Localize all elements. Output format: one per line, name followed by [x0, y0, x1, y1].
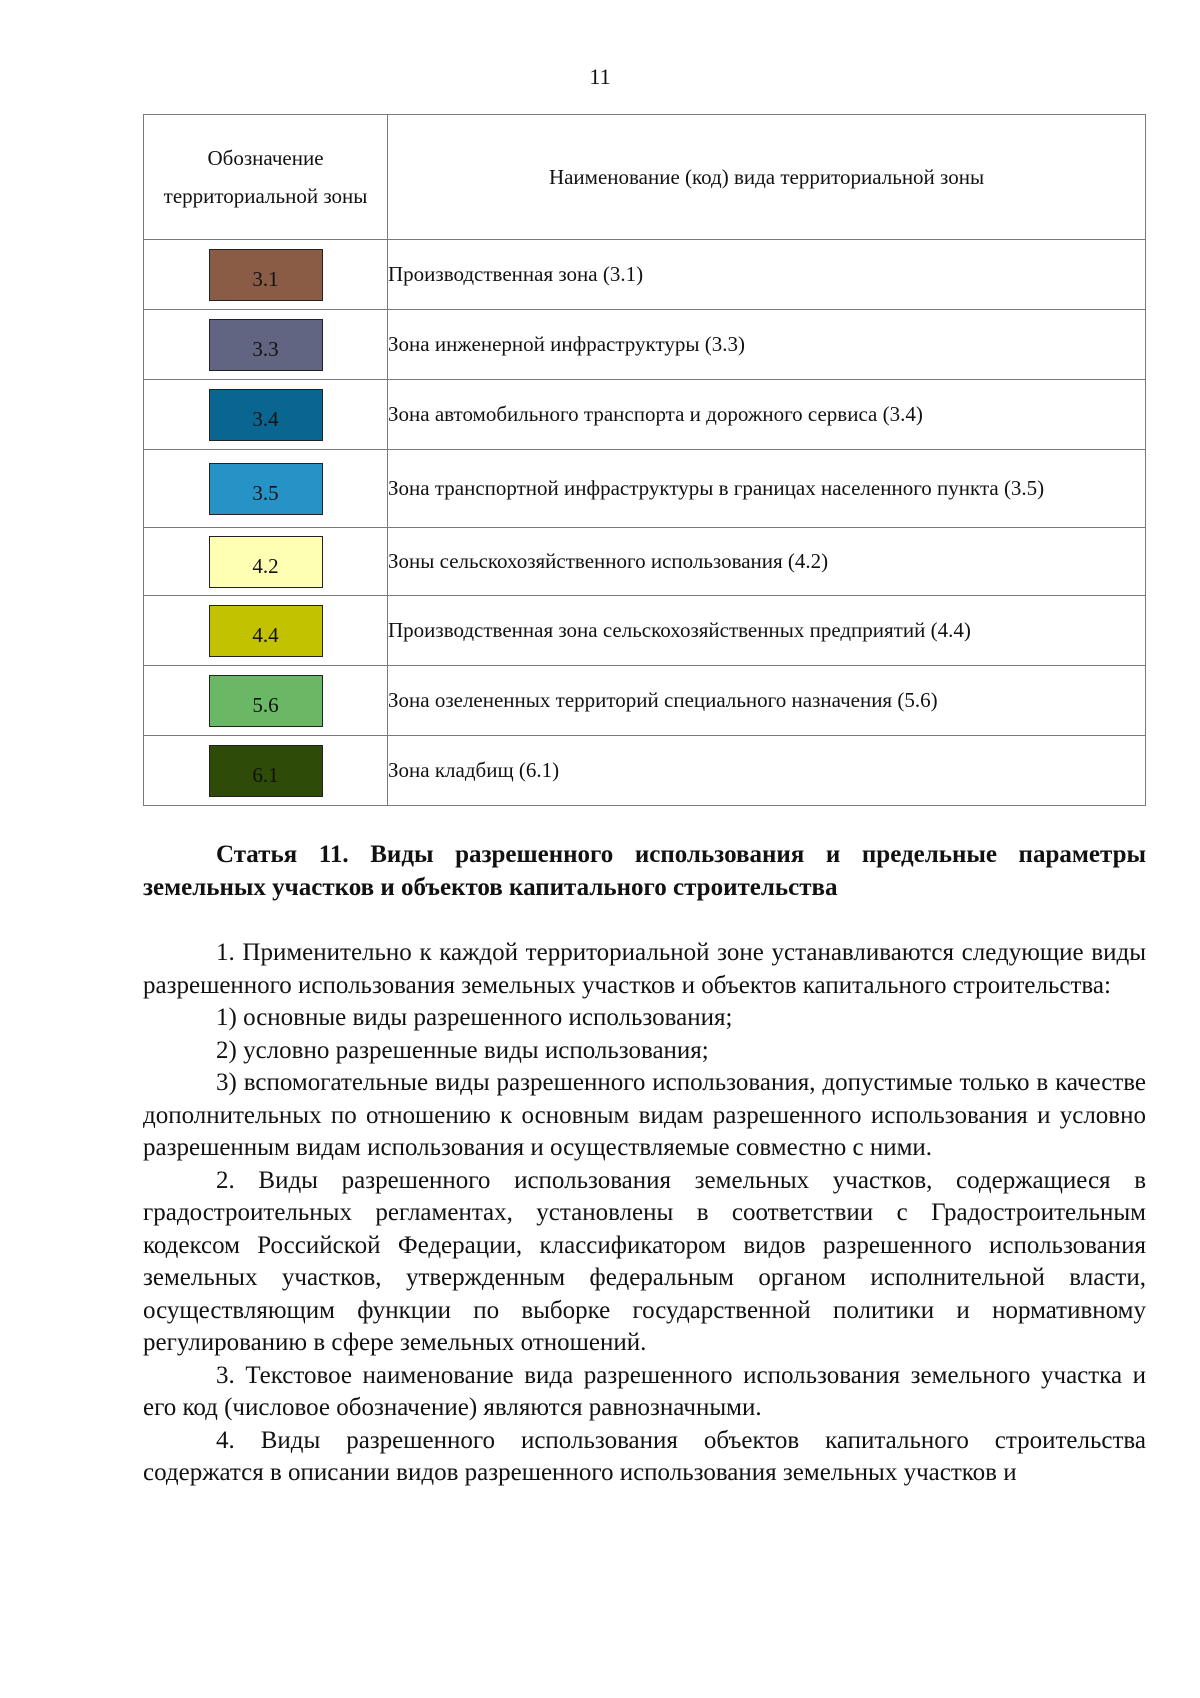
zone-code: 3.3 — [252, 336, 279, 361]
article-section — [143, 838, 1146, 1490]
table-row — [144, 310, 1146, 380]
zone-code: 4.2 — [252, 553, 279, 578]
zone-code: 6.1 — [252, 762, 279, 787]
zone-name: Зона автомобильного транспорта и дорожного сервиса (3.4) — [388, 380, 1146, 450]
article-title: Статья 11. Виды разрешенного использования и предельные параметры земельных участков и объектов капитального строительства — [143, 841, 1146, 901]
zone-name: Зона транспортной инфраструктуры в границах населенного пункта (3.5) — [388, 450, 1146, 528]
paragraph: 2. Виды разрешенного использования земельных участков, содержащиеся в градостроительных регламентах, установлены в соответствии с Градостроительным кодексом Российской Федерации, классификатором видов разрешенного использования земельных участков, утвержденным федеральным органом исполнительной власти, осуществляющим функции по выборке государственной политики и нормативному регулированию в сфере земельных отношений. — [143, 1166, 1146, 1356]
zone-color-swatch — [209, 536, 323, 588]
article-body — [143, 937, 1146, 1490]
table-row — [144, 736, 1146, 806]
zone-color-swatch — [209, 675, 323, 727]
zone-name: Зона кладбищ (6.1) — [388, 736, 1146, 806]
swatch-cell — [144, 736, 388, 806]
paragraph: 3. Текстовое наименование вида разрешенного использования земельного участка и его код (числовое обозначение) являются равнозначными. — [143, 1361, 1146, 1421]
zone-color-swatch — [209, 389, 323, 441]
zone-code: 5.6 — [252, 692, 279, 717]
swatch-cell — [144, 666, 388, 736]
zone-color-swatch — [209, 319, 323, 371]
table-row — [144, 240, 1146, 310]
zone-code: 3.1 — [252, 266, 279, 291]
paragraph: 3) вспомогательные виды разрешенного использования, допустимые только в качестве дополнительных по отношению к основным видам разрешенного использования и условно разрешенным видам использования и осуществляемые совместно с ними. — [143, 1069, 1146, 1161]
header-designation: Обозначение территориальной зоны — [144, 115, 388, 240]
swatch-cell — [144, 528, 388, 596]
zone-code: 3.4 — [252, 406, 279, 431]
header-zone-name: Наименование (код) вида территориальной зоны — [388, 115, 1146, 240]
table-row — [144, 528, 1146, 596]
swatch-cell — [144, 380, 388, 450]
zone-name: Производственная зона сельскохозяйственных предприятий (4.4) — [388, 596, 1146, 666]
zone-name: Производственная зона (3.1) — [388, 240, 1146, 310]
swatch-cell — [144, 310, 388, 380]
zone-color-swatch — [209, 463, 323, 515]
swatch-cell — [144, 596, 388, 666]
table-header-row — [144, 115, 1146, 240]
paragraph: 1. Применительно к каждой территориальной зоне устанавливаются следующие виды разрешенного использования земельных участков и объектов капитального строительства: — [143, 939, 1146, 999]
zone-name: Зоны сельскохозяйственного использования (4.2) — [388, 528, 1146, 596]
paragraph: 4. Виды разрешенного использования объектов капитального строительства содержатся в описании видов разрешенного использования земельных участков и — [143, 1426, 1146, 1486]
zone-code: 4.4 — [252, 622, 279, 647]
table-row — [144, 666, 1146, 736]
swatch-cell — [144, 450, 388, 528]
paragraph: 1) основные виды разрешенного использования; — [216, 1004, 733, 1031]
page-number: 11 — [589, 64, 611, 89]
zone-code: 3.5 — [252, 480, 279, 505]
zone-color-swatch — [209, 249, 323, 301]
zones-table — [143, 114, 1146, 806]
zone-name: Зона озелененных территорий специального назначения (5.6) — [388, 666, 1146, 736]
swatch-cell — [144, 240, 388, 310]
zone-color-swatch — [209, 745, 323, 797]
zone-color-swatch — [209, 605, 323, 657]
table-row — [144, 380, 1146, 450]
paragraph: 2) условно разрешенные виды использования; — [216, 1036, 709, 1064]
zone-name: Зона инженерной инфраструктуры (3.3) — [388, 310, 1146, 380]
table-row — [144, 596, 1146, 666]
table-row — [144, 450, 1146, 528]
